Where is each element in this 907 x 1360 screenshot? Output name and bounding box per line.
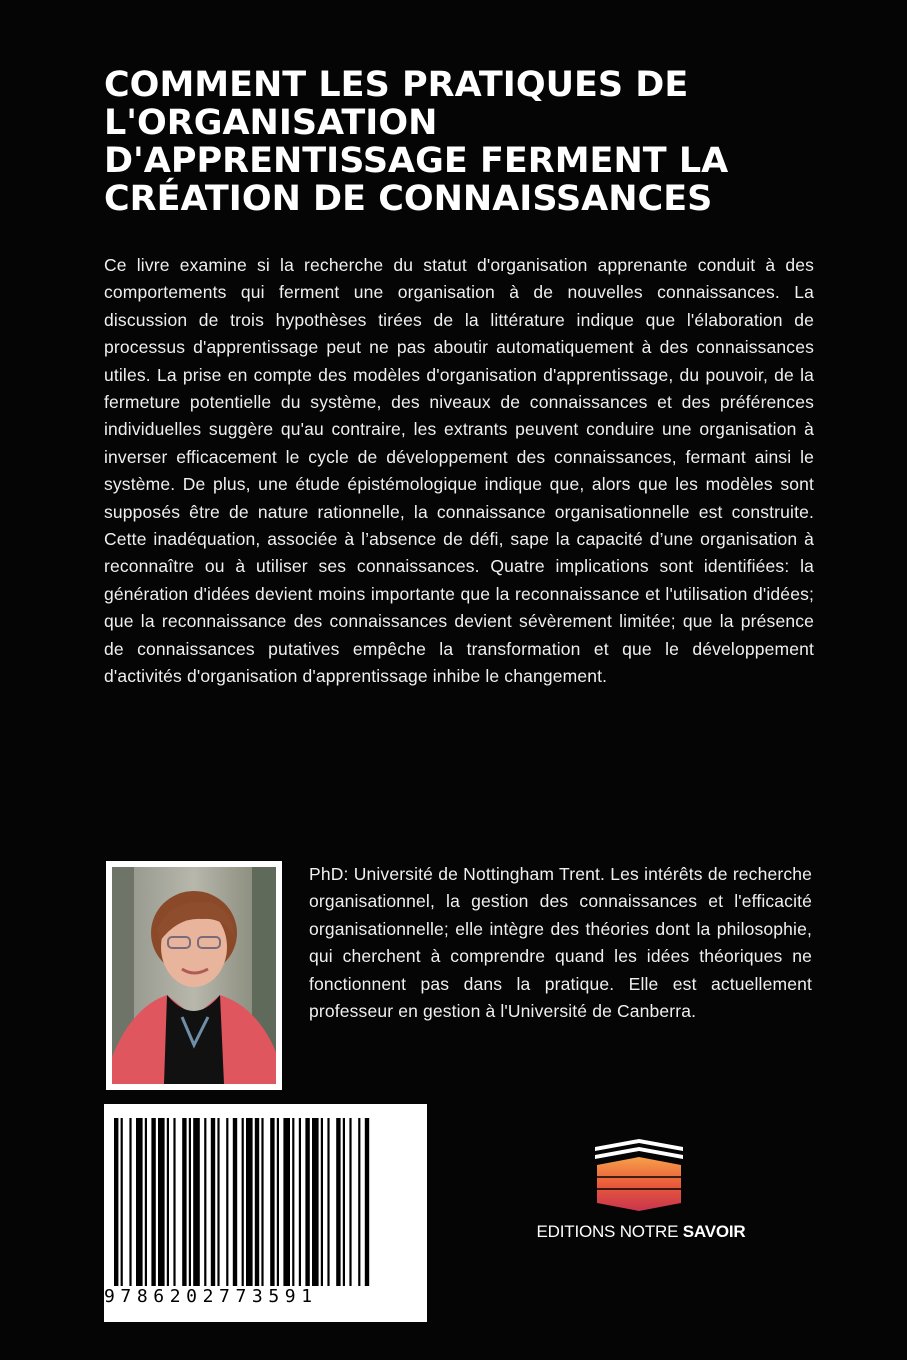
barcode (104, 1104, 427, 1322)
barcode-bar (193, 1118, 200, 1286)
barcode-bar (299, 1118, 301, 1286)
title-line-2: L'ORGANISATION (104, 103, 438, 143)
title-line-1: COMMENT LES PRATIQUES DE (104, 65, 689, 105)
author-photo-frame (106, 861, 282, 1090)
publisher-name (533, 1222, 749, 1242)
title-line-3: D'APPRENTISSAGE FERMENT LA (104, 141, 729, 181)
barcode-bar (121, 1118, 123, 1286)
author-bio: PhD: Université de Nottingham Trent. Les intérêts de recherche organisationnel, la gestion des connaissances et l'efficacité organisationnelle; elle intègre des théories dont la philosophie, qui cherchent à comprendre quand les idées théoriques ne fonctionnent pas dans la pratique. Elle est actuellement professeur en gestion à l'Université de Canberra. (309, 864, 812, 1022)
book-title (104, 66, 824, 218)
publisher-name-bold: SAVOIR (682, 1222, 746, 1241)
barcode-bar (233, 1118, 237, 1286)
barcode-bar (204, 1118, 206, 1286)
barcode-bar (182, 1118, 186, 1286)
barcode-bar (349, 1118, 351, 1286)
barcode-bar (261, 1118, 263, 1286)
barcode-bar (305, 1118, 309, 1286)
barcode-bars (114, 1118, 417, 1286)
author-photo (112, 867, 276, 1084)
barcode-bar (151, 1118, 155, 1286)
barcode-bar (217, 1118, 219, 1286)
barcode-bar (336, 1118, 340, 1286)
barcode-bar (327, 1118, 329, 1286)
barcode-bar (365, 1118, 369, 1286)
book-summary: Ce livre examine si la recherche du statut d'organisation apprenante conduit à des comportements qui ferment une organisation à de nouvelles connaissances. La discussion de trois hypothèses tirées de la littérature indique que l'élaboration de processus d'apprentissage peut ne pas aboutir automatiquement à des connaissances utiles. La prise en compte des modèles d'organisation d'apprentissage, du pouvoir, de la fermeture potentielle du système, des niveaux de connaissances et des préférences individuelles suggère qu'au contraire, les extrants peuvent conduire une organisation à inverser efficacement le cycle de développement des connaissances, fermant ainsi le système. De plus, une étude épistémologique indique que, alors que les modèles sont supposés être de nature rationnelle, la connaissance organisationnelle est construite. Cette inadéquation, associée à l’absence de défi, sape la capacité d’une organisation à reconnaître ou à utiliser ses connaissances. Quatre implications sont identifiées: la génération d'idées devient moins importante que la reconnaissance et l'utilisation d'idées; que la reconnaissance des connaissances devient sévèrement limitée; que la présence de connaissances putatives empêche la transformation et que le développement d'activités d'organisation d'apprentissage inhibe le changement. (104, 255, 814, 687)
barcode-bar (312, 1118, 319, 1286)
barcode-bar (167, 1118, 169, 1286)
barcode-bar (242, 1118, 244, 1286)
barcode-bar (114, 1118, 118, 1286)
barcode-bar (226, 1118, 228, 1286)
title-line-4: CRÉATION DE CONNAISSANCES (104, 179, 713, 219)
barcode-bar (145, 1118, 147, 1286)
barcode-bar (136, 1118, 143, 1286)
barcode-bar (277, 1118, 279, 1286)
isbn-number: 9786202773591 (104, 1286, 318, 1307)
barcode-bar (158, 1118, 165, 1286)
barcode-bar (358, 1118, 360, 1286)
barcode-bar (189, 1118, 191, 1286)
open-book-icon (595, 1137, 683, 1213)
barcode-bar (211, 1118, 215, 1286)
barcode-bar (129, 1118, 131, 1286)
barcode-bar (270, 1118, 274, 1286)
barcode-bar (246, 1118, 253, 1286)
barcode-bar (292, 1118, 294, 1286)
barcode-bar (255, 1118, 259, 1286)
barcode-bar (343, 1118, 345, 1286)
barcode-bar (173, 1118, 175, 1286)
barcode-bar (321, 1118, 323, 1286)
publisher-name-regular: EDITIONS NOTRE (536, 1222, 683, 1241)
barcode-bar (283, 1118, 290, 1286)
